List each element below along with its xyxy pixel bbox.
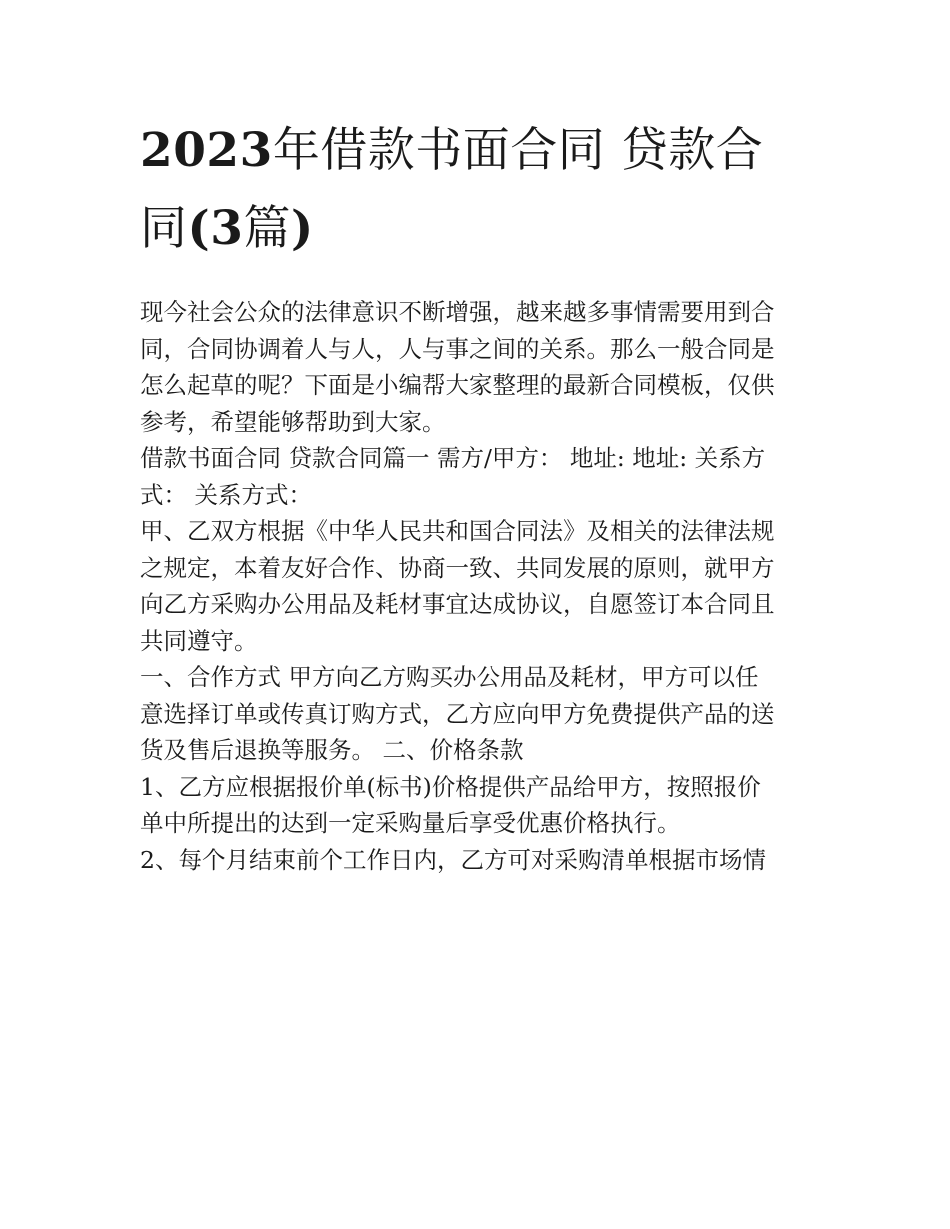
- text-line: 甲、乙双方根据《中华人民共和国合同法》及相关的法律法规: [140, 517, 775, 545]
- paragraph-intro: [140, 294, 816, 440]
- text-line: 货及售后退换等服务。 二、价格条款: [140, 736, 524, 764]
- text-line: 共同遵守。: [140, 626, 258, 655]
- text-line: 式： 关系方式：: [140, 480, 312, 509]
- text-line: 2、每个月结束前个工作日内，乙方可对采购清单根据市场情: [140, 845, 766, 874]
- text-line: 意选择订单或传真订购方式，乙方应向甲方免费提供产品的送: [140, 699, 775, 728]
- title-bold-year: 2023: [140, 123, 273, 178]
- text-line: 借款书面合同 贷款合同篇一 需方/甲方： 地址: 地址: 关系方: [140, 444, 766, 472]
- paragraph-section-one: [140, 659, 816, 769]
- text-line: 一、合作方式 甲方向乙方购买办公用品及耗材，甲方可以任: [140, 663, 759, 691]
- text-line: 同，合同协调着人与人，人与事之间的关系。那么一般合同是: [140, 334, 775, 363]
- text-line: 向乙方采购办公用品及耗材事宜达成协议，自愿签订本合同且: [140, 590, 775, 618]
- paragraph-clause-2: [140, 842, 816, 879]
- paragraph-clause-1: [140, 769, 816, 842]
- text-line: 参考，希望能够帮助到大家。: [140, 407, 446, 436]
- paragraph-agreement: [140, 513, 816, 659]
- title-text-main: 年借款书面合同 贷款合: [272, 123, 764, 178]
- title-text-pian: 篇: [243, 201, 291, 256]
- title-text-cont: 同: [140, 201, 188, 256]
- title-bold-count-open: (3: [187, 201, 244, 256]
- text-line: 1、乙方应根据报价单(标书)价格提供产品给甲方，按照报价: [140, 772, 761, 801]
- text-line: 之规定，本着友好合作、协商一致、共同发展的原则，就甲方: [140, 553, 775, 582]
- text-line: 怎么起草的呢？下面是小编帮大家整理的最新合同模板，仅供: [140, 371, 775, 399]
- document-title: [140, 112, 816, 268]
- document-page: [140, 112, 816, 878]
- paragraph-parties: [140, 440, 816, 513]
- title-bold-count-close: ): [290, 201, 314, 256]
- text-line: 单中所提出的达到一定采购量后享受优惠价格执行。: [140, 809, 681, 837]
- text-line: 现今社会公众的法律意识不断增强，越来越多事情需要用到合: [140, 298, 775, 326]
